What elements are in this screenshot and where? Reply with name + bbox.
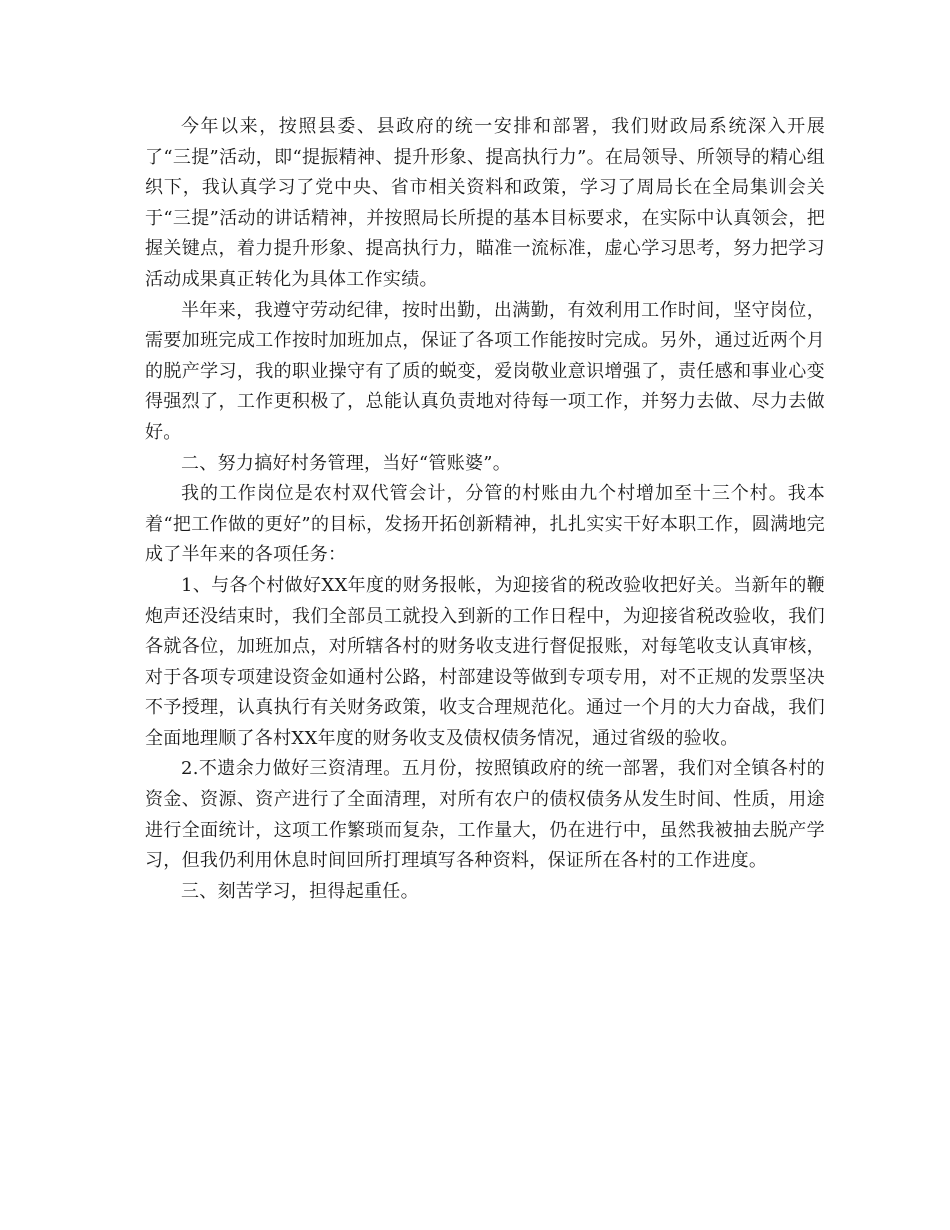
- paragraph-job-position: 我的工作岗位是农村双代管会计，分管的村账由九个村增加至十三个村。我本着“把工作做的更好”的目标，发扬开拓创新精神，扎扎实实干好本职工作，圆满地完成了半年来的各项任务：: [145, 483, 825, 566]
- paragraph-attendance: 半年来，我遵守劳动纪律，按时出勤，出满勤，有效利用工作时间，坚守岗位，需要加班完成工作按时加班加点，保证了各项工作能按时完成。另外，通过近两个月的脱产学习，我的职业操守有了质的蜕变，爱岗敬业意识增强了，责任感和事业心变得强烈了，工作更积极了，总能认真负责地对待每一项工作，并努力去做、尽力去做好。: [145, 299, 825, 443]
- paragraph-intro: 今年以来，按照县委、县政府的统一安排和部署，我们财政局系统深入开展了“三提”活动，即“提振精神、提升形象、提高执行力”。在局领导、所领导的精心组织下，我认真学习了党中央、省市相关资料和政策，学习了周局长在全局集训会关于“三提”活动的讲话精神，并按照局长所提的基本目标要求，在实际中认真领会，把握关键点，着力提升形象、提高执行力，瞄准一流标准，虚心学习思考，努力把学习活动成果真正转化为具体工作实绩。: [145, 116, 825, 290]
- section-heading-village-affairs: 二、努力搞好村务管理，当好“管账婆”。: [181, 452, 512, 474]
- paragraph-item-1-financial-report: 1、与各个村做好XX年度的财务报帐，为迎接省的税改验收把好关。当新年的鞭炮声还没结束时，我们全部员工就投入到新的工作日程中，为迎接省税改验收，我们各就各位，加班加点，对所辖各村的财务收支进行督促报账，对每笔收支认真审核，对于各项专项建设资金如通村公路，村部建设等做到专项专用，对不正规的发票坚决不予授理，认真执行有关财务政策，收支合理规范化。通过一个月的大力奋战，我们全面地理顺了各村XX年度的财务收支及债权债务情况，通过省级的验收。: [145, 574, 825, 749]
- section-heading-study: 三、刻苦学习，担得起重任。: [181, 880, 419, 902]
- document-body: [145, 112, 825, 907]
- paragraph-item-2-asset-clearance: 2.不遗余力做好三资清理。五月份，按照镇政府的统一部署，我们对全镇各村的资金、资源、资产进行了全面清理，对所有农户的债权债务从发生时间、性质，用途进行全面统计，这项工作繁琐而复杂，工作量大，仍在进行中，虽然我被抽去脱产学习，但我仍利用休息时间回所打理填写各种资料，保证所在各村的工作进度。: [145, 758, 825, 872]
